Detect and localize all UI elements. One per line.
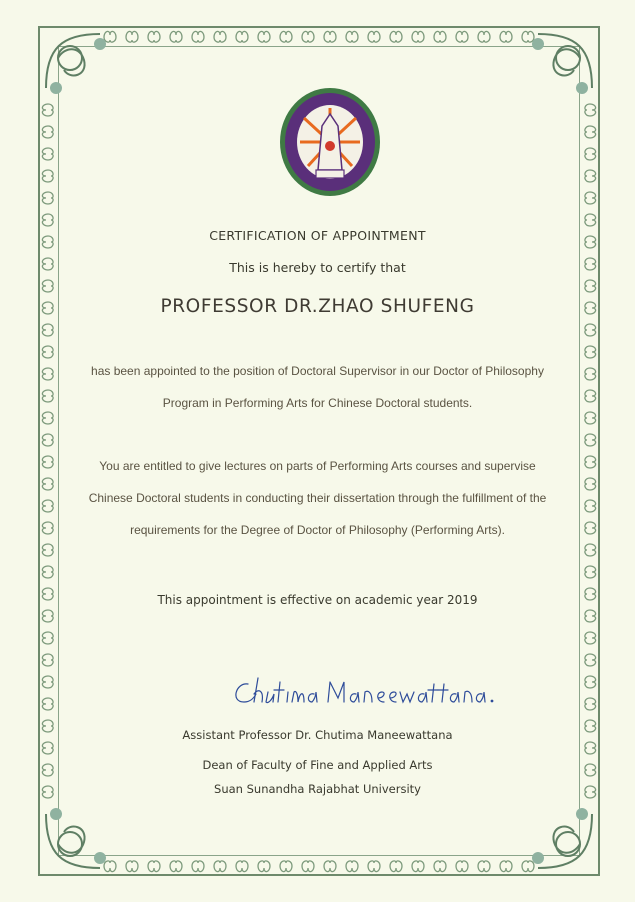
border-ornament — [585, 610, 596, 622]
border-ornament — [500, 861, 512, 872]
border-ornament — [42, 434, 53, 446]
university-seal-icon — [278, 86, 382, 198]
border-ornament — [585, 126, 596, 138]
border-ornament — [42, 632, 53, 644]
border-ornament — [390, 31, 402, 42]
border-ornament — [302, 31, 314, 42]
border-ornament — [585, 434, 596, 446]
certificate-heading: CERTIFICATION OF APPOINTMENT — [209, 228, 426, 243]
border-ornament — [126, 861, 138, 872]
signatory-position: Dean of Faculty of Fine and Applied Arts — [202, 758, 433, 772]
border-ornament — [42, 192, 53, 204]
border-ornament — [170, 861, 182, 872]
border-ornament — [585, 148, 596, 160]
border-ornament — [236, 861, 248, 872]
paragraph-line: requirements for the Degree of Doctor of Philosophy (Performing Arts). — [130, 523, 505, 537]
border-ornament — [324, 31, 336, 42]
border-ornament — [192, 861, 204, 872]
border-ornament — [42, 214, 53, 226]
border-ornament — [42, 104, 53, 116]
entitlement-paragraph — [0, 450, 635, 546]
border-ornament — [302, 861, 314, 872]
border-ornament — [346, 31, 358, 42]
border-ornament — [192, 31, 204, 42]
border-ornament — [42, 610, 53, 622]
border-ornament — [280, 31, 292, 42]
border-ornament — [522, 31, 534, 42]
border-ornament — [148, 861, 160, 872]
border-ornament — [478, 31, 490, 42]
appointment-paragraph — [0, 355, 635, 419]
border-ornament — [434, 861, 446, 872]
handwritten-signature — [0, 672, 635, 712]
border-ornament — [42, 148, 53, 160]
border-ornament — [368, 861, 380, 872]
border-ornament — [456, 31, 468, 42]
border-ornament — [434, 31, 446, 42]
border-ornament — [170, 31, 182, 42]
effective-line: This appointment is effective on academic year 2019 — [157, 593, 478, 607]
border-ornament — [104, 31, 116, 42]
recipient-name: PROFESSOR DR.ZHAO SHUFENG — [160, 296, 475, 317]
border-ornament — [585, 742, 596, 754]
border-ornament — [585, 654, 596, 666]
border-ornament — [42, 566, 53, 578]
border-ornament — [280, 861, 292, 872]
border-ornament — [42, 654, 53, 666]
border-ornament — [412, 861, 424, 872]
border-ornament — [585, 324, 596, 336]
paragraph-line: Chinese Doctoral students in conducting their dissertation through the fulfillment of the — [88, 491, 547, 505]
border-ornament — [522, 861, 534, 872]
border-ornament — [236, 31, 248, 42]
border-ornament — [585, 566, 596, 578]
border-ornament — [412, 31, 424, 42]
certify-line: This is hereby to certify that — [229, 260, 406, 275]
border-ornament — [368, 31, 380, 42]
paragraph-line: Program in Performing Arts for Chinese Doctoral students. — [162, 396, 473, 410]
border-ornament — [42, 170, 53, 182]
border-ornament — [390, 861, 402, 872]
signatory-institution: Suan Sunandha Rajabhat University — [214, 782, 421, 796]
border-ornament — [585, 104, 596, 116]
border-ornament — [42, 280, 53, 292]
signatory-name: Assistant Professor Dr. Chutima Maneewattana — [182, 728, 453, 742]
border-ornament — [148, 31, 160, 42]
border-ornament — [214, 861, 226, 872]
border-ornament — [585, 170, 596, 182]
border-ornament — [585, 632, 596, 644]
border-ornament — [478, 861, 490, 872]
border-ornament — [42, 324, 53, 336]
border-ornament — [456, 861, 468, 872]
border-ornament — [346, 861, 358, 872]
paragraph-line: You are entitled to give lectures on parts of Performing Arts courses and supervise — [99, 459, 536, 473]
paragraph-line: has been appointed to the position of Doctoral Supervisor in our Doctor of Philosophy — [91, 364, 544, 378]
border-ornament — [214, 31, 226, 42]
border-ornament — [126, 31, 138, 42]
border-ornament — [585, 214, 596, 226]
border-ornament — [42, 742, 53, 754]
border-ornament — [42, 126, 53, 138]
border-ornament — [104, 861, 116, 872]
border-ornament — [258, 31, 270, 42]
border-ornament — [258, 861, 270, 872]
border-ornament — [585, 192, 596, 204]
border-ornament — [324, 861, 336, 872]
border-ornament — [585, 280, 596, 292]
border-ornament — [500, 31, 512, 42]
